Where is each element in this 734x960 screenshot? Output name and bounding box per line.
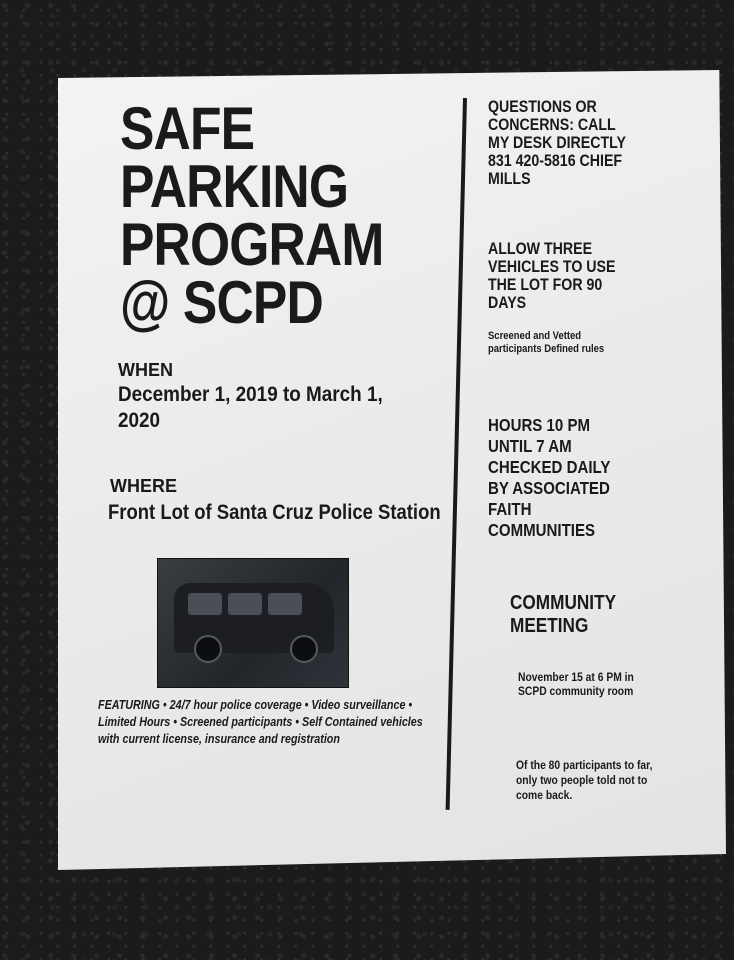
van-wheel (194, 635, 222, 663)
participants-note: Of the 80 participants to far, only two people told not to come back. (516, 758, 653, 802)
meeting-info: November 15 at 6 PM in SCPD community room (518, 670, 634, 698)
title-line-4: @ SCPD (120, 269, 323, 336)
title-line-2: PARKING (120, 153, 349, 220)
featuring-text: FEATURING • 24/7 hour police coverage • Video surveillance • Limited Hours • Screened participants • Self Contained vehicles with current license, insurance and registration (98, 698, 423, 746)
when-label: WHEN (118, 360, 173, 380)
van-window (228, 593, 262, 615)
title-line-3: PROGRAM (120, 211, 384, 278)
van-photo (157, 558, 349, 688)
allow-vehicles: ALLOW THREE VEHICLES TO USE THE LOT FOR 90 DAYS (488, 240, 616, 312)
flyer-title (120, 95, 404, 336)
when-value: December 1, 2019 to March 1, 2020 (118, 383, 383, 432)
questions-contact: QUESTIONS OR CONCERNS: CALL MY DESK DIRECTLY 831 420-5816 CHIEF MILLS (488, 98, 626, 188)
van-wheel (290, 635, 318, 663)
community-meeting-heading: COMMUNITY MEETING (510, 592, 616, 637)
van-window (268, 593, 302, 615)
van-window (188, 593, 222, 615)
where-value: Front Lot of Santa Cruz Police Station (108, 501, 441, 524)
allow-details: Screened and Vetted participants Defined rules (488, 330, 605, 355)
where-label: WHERE (110, 476, 177, 496)
title-line-1: SAFE (120, 95, 255, 162)
hours-info: HOURS 10 PM UNTIL 7 AM CHECKED DAILY BY ASSOCIATED FAITH COMMUNITIES (488, 415, 611, 540)
van-icon (174, 583, 334, 653)
